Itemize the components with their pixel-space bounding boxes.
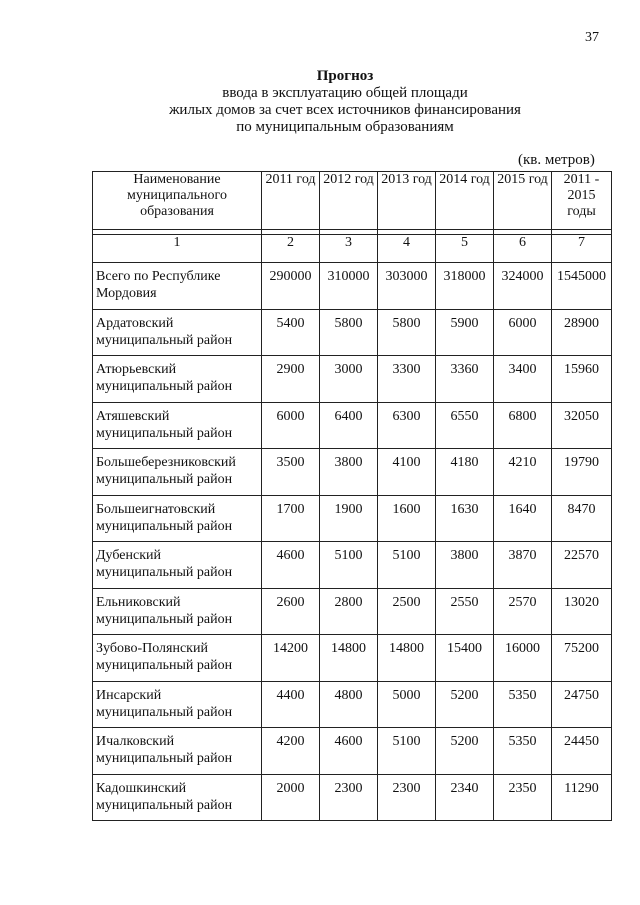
title-line-4: по муниципальным образованиям xyxy=(236,119,454,135)
units-label: (кв. метров) xyxy=(518,152,595,168)
header-name: Наименование муниципального образования xyxy=(93,172,262,230)
column-number: 1 xyxy=(93,235,262,263)
column-number: 7 xyxy=(552,235,612,263)
header-2014: 2014 год xyxy=(436,172,494,230)
value-cell: 1700 xyxy=(262,495,320,542)
municipality-name: Кадошкинский муниципальный район xyxy=(93,774,262,821)
municipality-name: Ардатовский муниципальный район xyxy=(93,309,262,356)
header-2015: 2015 год xyxy=(494,172,552,230)
value-cell: 4100 xyxy=(378,449,436,496)
value-cell: 4180 xyxy=(436,449,494,496)
total-cell: 22570 xyxy=(552,542,612,589)
table-row xyxy=(93,774,612,821)
value-cell: 2600 xyxy=(262,588,320,635)
table-row xyxy=(93,681,612,728)
value-cell: 16000 xyxy=(494,635,552,682)
value-cell: 6000 xyxy=(262,402,320,449)
total-cell: 13020 xyxy=(552,588,612,635)
table-row xyxy=(93,356,612,403)
value-cell: 303000 xyxy=(378,263,436,310)
total-cell: 28900 xyxy=(552,309,612,356)
municipality-name: Дубенский муниципальный район xyxy=(93,542,262,589)
value-cell: 5100 xyxy=(378,728,436,775)
value-cell: 5900 xyxy=(436,309,494,356)
header-row xyxy=(93,172,612,230)
value-cell: 5200 xyxy=(436,681,494,728)
value-cell: 2800 xyxy=(320,588,378,635)
table-row xyxy=(93,263,612,310)
value-cell: 2500 xyxy=(378,588,436,635)
value-cell: 4600 xyxy=(320,728,378,775)
value-cell: 5000 xyxy=(378,681,436,728)
municipality-name: Зубово-Полянский муниципальный район xyxy=(93,635,262,682)
table-row xyxy=(93,588,612,635)
value-cell: 14800 xyxy=(320,635,378,682)
header-total: 2011 - 2015 годы xyxy=(552,172,612,230)
table-row xyxy=(93,495,612,542)
value-cell: 6550 xyxy=(436,402,494,449)
value-cell: 2000 xyxy=(262,774,320,821)
value-cell: 318000 xyxy=(436,263,494,310)
value-cell: 310000 xyxy=(320,263,378,310)
value-cell: 5350 xyxy=(494,681,552,728)
column-number: 4 xyxy=(378,235,436,263)
title-line-2: ввода в эксплуатацию общей площади xyxy=(222,85,468,101)
value-cell: 5200 xyxy=(436,728,494,775)
value-cell: 14800 xyxy=(378,635,436,682)
total-cell: 8470 xyxy=(552,495,612,542)
value-cell: 2900 xyxy=(262,356,320,403)
title-main: Прогноз xyxy=(316,68,374,84)
column-number: 6 xyxy=(494,235,552,263)
table-row xyxy=(93,309,612,356)
value-cell: 3000 xyxy=(320,356,378,403)
value-cell: 4400 xyxy=(262,681,320,728)
municipality-name: Большеберезниковский муниципальный район xyxy=(93,449,262,496)
value-cell: 3800 xyxy=(320,449,378,496)
column-number: 2 xyxy=(262,235,320,263)
value-cell: 4800 xyxy=(320,681,378,728)
value-cell: 324000 xyxy=(494,263,552,310)
page-number: 37 xyxy=(585,30,599,45)
value-cell: 5800 xyxy=(378,309,436,356)
total-cell: 1545000 xyxy=(552,263,612,310)
value-cell: 15400 xyxy=(436,635,494,682)
value-cell: 2340 xyxy=(436,774,494,821)
value-cell: 5400 xyxy=(262,309,320,356)
value-cell: 2300 xyxy=(320,774,378,821)
value-cell: 4210 xyxy=(494,449,552,496)
value-cell: 6800 xyxy=(494,402,552,449)
forecast-table xyxy=(92,171,612,821)
value-cell: 2300 xyxy=(378,774,436,821)
value-cell: 1640 xyxy=(494,495,552,542)
total-cell: 75200 xyxy=(552,635,612,682)
value-cell: 4600 xyxy=(262,542,320,589)
value-cell: 5100 xyxy=(378,542,436,589)
header-2013: 2013 год xyxy=(378,172,436,230)
title-line-3: жилых домов за счет всех источников финансирования xyxy=(169,102,521,118)
document-title xyxy=(0,68,640,136)
value-cell: 290000 xyxy=(262,263,320,310)
value-cell: 3360 xyxy=(436,356,494,403)
value-cell: 14200 xyxy=(262,635,320,682)
value-cell: 1600 xyxy=(378,495,436,542)
value-cell: 2350 xyxy=(494,774,552,821)
table-row xyxy=(93,728,612,775)
municipality-name: Всего по Республике Мордовия xyxy=(93,263,262,310)
value-cell: 5350 xyxy=(494,728,552,775)
municipality-name: Атяшевский муниципальный район xyxy=(93,402,262,449)
table-row xyxy=(93,402,612,449)
value-cell: 6400 xyxy=(320,402,378,449)
value-cell: 1630 xyxy=(436,495,494,542)
total-cell: 32050 xyxy=(552,402,612,449)
municipality-name: Ичалковский муниципальный район xyxy=(93,728,262,775)
value-cell: 6300 xyxy=(378,402,436,449)
value-cell: 3800 xyxy=(436,542,494,589)
municipality-name: Большеигнатовский муниципальный район xyxy=(93,495,262,542)
value-cell: 5100 xyxy=(320,542,378,589)
value-cell: 3500 xyxy=(262,449,320,496)
table-row xyxy=(93,449,612,496)
value-cell: 5800 xyxy=(320,309,378,356)
total-cell: 15960 xyxy=(552,356,612,403)
header-2011: 2011 год xyxy=(262,172,320,230)
header-2012: 2012 год xyxy=(320,172,378,230)
table-body xyxy=(93,263,612,821)
value-cell: 2570 xyxy=(494,588,552,635)
total-cell: 19790 xyxy=(552,449,612,496)
total-cell: 24450 xyxy=(552,728,612,775)
total-cell: 11290 xyxy=(552,774,612,821)
column-number-row xyxy=(93,235,612,263)
table-row xyxy=(93,542,612,589)
municipality-name: Инсарский муниципальный район xyxy=(93,681,262,728)
total-cell: 24750 xyxy=(552,681,612,728)
municipality-name: Атюрьевский муниципальный район xyxy=(93,356,262,403)
table-row xyxy=(93,635,612,682)
value-cell: 3400 xyxy=(494,356,552,403)
value-cell: 6000 xyxy=(494,309,552,356)
value-cell: 3300 xyxy=(378,356,436,403)
column-number: 5 xyxy=(436,235,494,263)
value-cell: 1900 xyxy=(320,495,378,542)
value-cell: 4200 xyxy=(262,728,320,775)
column-number: 3 xyxy=(320,235,378,263)
municipality-name: Ельниковский муниципальный район xyxy=(93,588,262,635)
value-cell: 3870 xyxy=(494,542,552,589)
value-cell: 2550 xyxy=(436,588,494,635)
